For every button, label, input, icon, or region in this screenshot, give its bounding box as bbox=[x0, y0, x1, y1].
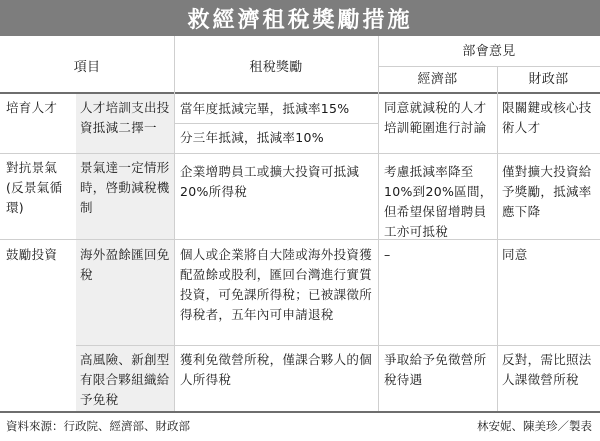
row2-mof: 僅對擴大投資給予獎勵，抵減率應下降 bbox=[502, 164, 592, 219]
row4-mof: 反對，需比照法人課徵營所稅 bbox=[502, 352, 592, 387]
header-moea: 經濟部 bbox=[417, 72, 458, 87]
header-incentive: 租稅獎勵 bbox=[249, 60, 303, 75]
rule bbox=[76, 345, 600, 346]
row3-category: 鼓勵投資 bbox=[6, 247, 58, 262]
row1-moea: 同意就減稅的人才培訓範圍進行討論 bbox=[384, 100, 487, 135]
row4-item: 高風險、新創型有限合夥組織給予免稅 bbox=[80, 352, 170, 407]
header-rule bbox=[0, 92, 600, 94]
row1-incentive-a: 當年度抵減完畢，抵減率15% bbox=[180, 101, 350, 116]
header-item: 項目 bbox=[73, 60, 101, 75]
row1-mof: 限關鍵或核心技術人才 bbox=[502, 100, 592, 135]
rule bbox=[378, 66, 600, 67]
rule bbox=[174, 123, 378, 124]
col-divider bbox=[497, 66, 498, 411]
row1-category: 培育人才 bbox=[6, 100, 58, 115]
col-divider bbox=[174, 36, 175, 411]
footer-credit: 林安妮、陳美珍／製表 bbox=[477, 419, 592, 433]
row2-moea: 考慮抵減率降至10%到20%區間，但希望保留增聘員工亦可抵稅 bbox=[384, 164, 493, 239]
row4-incentive: 獲利免徵營所稅，僅課合夥人的個人所得稅 bbox=[180, 352, 373, 387]
rule bbox=[0, 153, 600, 154]
footer-rule bbox=[0, 411, 600, 413]
row4-moea: 爭取給予免徵營所稅待遇 bbox=[384, 352, 487, 387]
header-mof: 財政部 bbox=[528, 72, 569, 87]
footer-source: 資料來源：行政院、經濟部、財政部 bbox=[6, 419, 190, 433]
row2-item: 景氣達一定情形時，啓動減稅機制 bbox=[80, 160, 170, 215]
rule bbox=[0, 239, 600, 240]
row1-incentive-b: 分三年抵減，抵減率10% bbox=[180, 130, 324, 145]
row1-item: 人才培訓支出投資抵減二擇一 bbox=[80, 100, 170, 135]
col-divider bbox=[378, 36, 379, 411]
table-title-bar bbox=[0, 0, 600, 36]
table-title: 救經濟租稅獎勵措施 bbox=[187, 7, 413, 33]
row3-moea: – bbox=[384, 247, 391, 262]
row3-incentive: 個人或企業將自大陸或海外投資獲配盈餘或股利，匯回台灣進行實質投資，可免課所得稅；已被課徵所得稅者，五年內可申請退稅 bbox=[180, 247, 373, 322]
row2-incentive: 企業增聘員工或擴大投資可抵減20%所得稅 bbox=[180, 164, 360, 199]
row3-mof: 同意 bbox=[502, 247, 528, 262]
row2-category: 對抗景氣(反景氣循環) bbox=[6, 160, 63, 215]
row3-item: 海外盈餘匯回免稅 bbox=[80, 247, 170, 282]
header-opinion: 部會意見 bbox=[462, 44, 516, 59]
